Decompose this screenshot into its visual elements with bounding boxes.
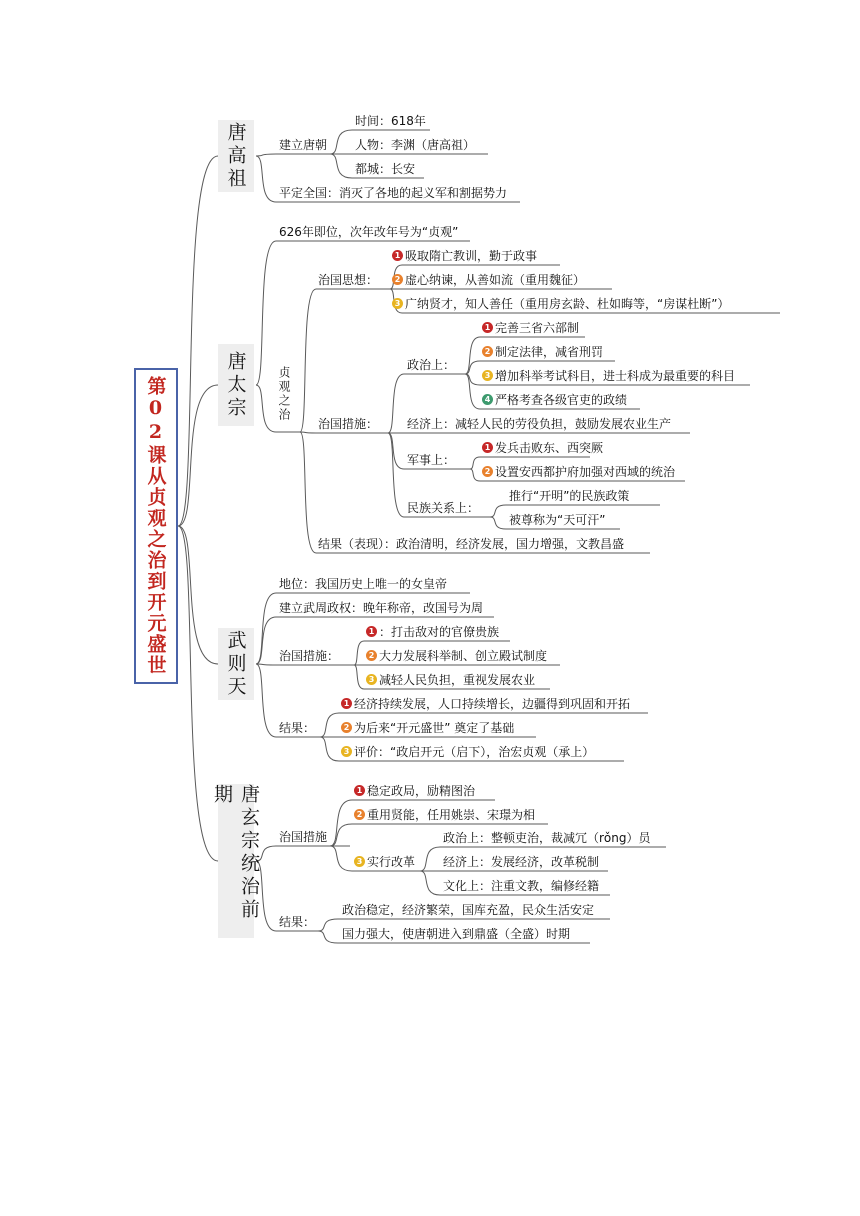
badge-1-icon: 1: [482, 442, 493, 453]
xz-measure-2: 重用贤能，任用姚崇、宋璟为相: [367, 808, 536, 822]
connector-line: [388, 433, 404, 517]
connector-line: [330, 130, 352, 154]
xz-reform-3: 文化上：注重文教，编修经籍: [443, 879, 600, 893]
gaozu-time: 时间：618年: [355, 114, 426, 128]
measures-label: 治国措施：: [318, 417, 379, 431]
connector-line: [470, 457, 480, 469]
connector-line: [465, 374, 480, 409]
connector-line: [490, 517, 506, 529]
era-gaozu: 唐高祖: [218, 120, 254, 192]
gaozu-found: 建立唐朝: [279, 138, 328, 152]
connector-line: [256, 156, 276, 202]
xz-result-label: 结果：: [279, 915, 316, 929]
badge-1-icon: 1: [392, 250, 403, 261]
taizong-result: 结果（表现）：政治清明，经济发展，国力增强，文教昌盛: [318, 537, 625, 551]
politics-1: 完善三省六部制: [495, 321, 580, 335]
badge-1-icon: 1: [354, 785, 365, 796]
economy: 经济上：减轻人民的劳役负担，鼓励发展农业生产: [407, 417, 672, 431]
wu-result-3: 评价：“政启开元（启下），治宏贞观（承上）: [354, 745, 595, 759]
badge-3-icon: 3: [366, 674, 377, 685]
connector-line: [354, 665, 364, 689]
wu-measures-label: 治国措施：: [279, 649, 340, 663]
badge-2-icon: 2: [392, 274, 403, 285]
gaozu-unify: 平定全国：消灭了各地的起义军和割据势力: [279, 186, 508, 200]
politics-4: 严格考查各级官吏的政绩: [495, 393, 628, 407]
politics-2: 制定法律，减省刑罚: [495, 345, 604, 359]
connector-line: [256, 593, 276, 664]
badge-1-icon: 1: [366, 626, 377, 637]
thought-label: 治国思想：: [318, 273, 379, 287]
connector-line: [300, 289, 316, 432]
connector-line: [256, 664, 276, 665]
politics-label: 政治上：: [407, 358, 456, 372]
badge-2-icon: 2: [341, 722, 352, 733]
connector-line: [178, 156, 218, 526]
connector-line: [320, 737, 339, 761]
era-wuzetian: 武则天: [218, 628, 254, 700]
xz-measure-1: 稳定政局，励精图治: [367, 784, 476, 798]
wu-measure-3: 减轻人民负担，重视发展农业: [379, 673, 536, 687]
military-label: 军事上：: [407, 453, 456, 467]
ethnic-2: 被尊称为“天可汗”: [509, 513, 606, 527]
ethnic-label: 民族关系上：: [407, 501, 480, 515]
military-2: 设置安西都护府加强对西域的统治: [495, 465, 676, 479]
xz-result-1: 政治稳定，经济繁荣，国库充盈，民众生活安定: [342, 903, 595, 917]
taizong-era-name: 626年即位，次年改年号为“贞观”: [279, 225, 459, 239]
wu-result-2: 为后来“开元盛世” 奠定了基础: [354, 721, 515, 735]
connector-line: [388, 374, 404, 433]
connector-line: [470, 469, 480, 481]
badge-2-icon: 2: [482, 346, 493, 357]
thought-1: 吸取隋亡教训，勤于政事: [405, 249, 538, 263]
connector-line: [320, 713, 339, 737]
lesson-title-box: [134, 368, 178, 684]
connector-line: [256, 385, 276, 432]
connector-line: [330, 846, 352, 871]
connector-line: [354, 641, 364, 665]
gaozu-person: 人物：李渊（唐高祖）: [355, 138, 476, 152]
xz-result-2: 国力强大，使唐朝进入到鼎盛（全盛）时期: [342, 927, 571, 941]
thought-3: 广纳贤才，知人善任（重用房玄龄、杜如晦等，“房谋杜断”）: [405, 297, 730, 311]
connector-line: [318, 931, 338, 943]
connector-line: [256, 154, 276, 156]
badge-1-icon: 1: [482, 322, 493, 333]
connector-line: [330, 154, 352, 178]
wu-result-label: 结果：: [279, 721, 316, 735]
ethnic-1: 推行“开明”的民族政策: [509, 489, 630, 503]
connector-line: [420, 847, 440, 871]
military-1: 发兵击败东、西突厥: [495, 441, 604, 455]
badge-2-icon: 2: [482, 466, 493, 477]
badge-2-icon: 2: [366, 650, 377, 661]
connector-line: [256, 664, 276, 737]
lesson-title: 第02课从贞观之治到开元盛世: [144, 376, 167, 676]
connector-line: [300, 432, 316, 553]
wu-measure-2: 大力发展科举制、创立殿试制度: [379, 649, 548, 663]
connector-line: [330, 824, 352, 846]
badge-3-icon: 3: [392, 298, 403, 309]
xz-reform-1: 政治上：整顿吏治，裁减冗（rǒng）员: [443, 831, 651, 845]
gaozu-capital: 都城：长安: [355, 162, 416, 176]
connector-line: [490, 505, 506, 517]
badge-1-icon: 1: [341, 698, 352, 709]
politics-3: 增加科举考试科目，进士科成为最重要的科目: [495, 369, 736, 383]
wu-status: 地位：我国历史上唯一的女皇帝: [279, 577, 448, 591]
connector-line: [256, 241, 276, 385]
zhenguan-label: 贞观之治: [277, 366, 291, 422]
xz-measures-label: 治国措施: [279, 830, 328, 844]
thought-2: 虚心纳谏，从善如流（重用魏征）: [405, 273, 586, 287]
connector-line: [256, 617, 276, 664]
era-xuanzong: 唐玄宗统治前期: [218, 784, 254, 938]
connector-line: [178, 526, 218, 664]
connector-line: [465, 337, 480, 374]
xz-measure-3: 实行改革: [367, 855, 416, 869]
wu-regime: 建立武周政权：晚年称帝，改国号为周: [279, 601, 484, 615]
connector-line: [178, 385, 218, 526]
badge-3-icon: 3: [354, 856, 365, 867]
xz-reform-2: 经济上：发展经济，改革税制: [443, 855, 600, 869]
badge-3-icon: 3: [341, 746, 352, 757]
connector-line: [318, 919, 338, 931]
badge-3-icon: 3: [482, 370, 493, 381]
connector-line: [330, 800, 352, 846]
wu-measure-1: ：打击敌对的官僚贵族: [379, 625, 500, 639]
badge-4-icon: 4: [482, 394, 493, 405]
badge-2-icon: 2: [354, 809, 365, 820]
era-taizong: 唐太宗: [218, 344, 254, 426]
connector-line: [420, 871, 440, 895]
connector-line: [300, 432, 316, 433]
wu-result-1: 经济持续发展，人口持续增长，边疆得到巩固和开拓: [354, 697, 631, 711]
